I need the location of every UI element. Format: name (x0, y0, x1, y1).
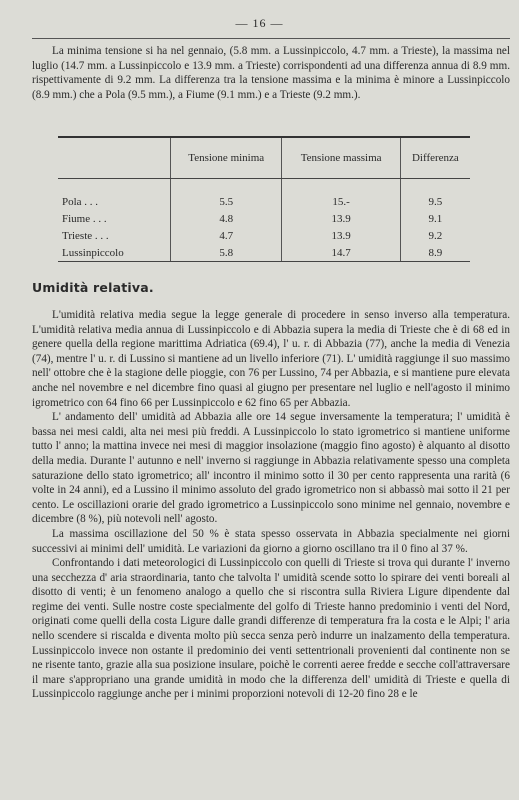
table-row (58, 193, 470, 210)
page-number: — 16 — (235, 16, 284, 30)
vapor-tension-table (58, 136, 470, 262)
row-min: 5.5 (171, 193, 282, 210)
row-diff: 8.9 (400, 244, 470, 262)
row-place: Lussinpiccolo (58, 244, 171, 262)
row-diff: 9.1 (400, 210, 470, 227)
row-diff: 9.5 (400, 193, 470, 210)
section-heading: Umidità relativa. (32, 280, 154, 295)
row-max: 13.9 (282, 227, 400, 244)
table-row (58, 244, 470, 262)
body-paragraph: L'umidità relativa media segue la legge generale di procedere in senso inverso alla temperatura. L'umidità relativa media annua di Lussinpiccolo e di Abbazia supera la media di Trieste che è di 68 ed in genere quella della regione marittima Adriatica (69.4), l' u. r. di Abbazia (77), anche la media di Venezia (74), mentre l' u. r. di Lussino si mantiene ad un livello inferiore (71). L' umidità raggiunge il suo massimo nell' ottobre che è la stagione delle pioggie, con 76 per Lussino, 74 per Abbazia, e si mantiene pure elevata anche nel novembre e nel dicembre fino quasi al giugno per presentare nel luglio e nell'agosto il minimo igrometrico con 64 fino 66 per Lussinpiccolo e 62 fino 65 per Abbazia. (32, 309, 510, 409)
row-max: 13.9 (282, 210, 400, 227)
header-max: Tensione massima (282, 137, 400, 179)
header-diff: Differenza (400, 137, 470, 179)
row-place: Pola . . . (62, 195, 99, 208)
table-spacer-row (58, 179, 470, 194)
header-place (58, 137, 171, 179)
body-paragraph: L' andamento dell' umidità ad Abbazia alle ore 14 segue inversamente la temperatura; l' umidità è bassa nei mesi caldi, alta nei mesi più freddi. A Lussinpiccolo lo stato igrometrico si mantiene uniforme tutto l' anno; la mattina invece nei mesi di maggior insolazione (maggio fino agosto) è alquanto al disotto della media. Durante l' autunno e nell' inverno si raggiunge in Abbazia relativamente spesso una completa saturazione dello stato igrometrico; all' incontro il minimo sotto il 30 per cento rappresenta una rarità (6 volte in 24 anni), ed a Lussino il minimo assoluto del grado igrometrico non si abbassò mai sotto il 21 per cento. Le oscillazioni orarie del grado igrometrico a Lussinpiccolo sono minime nel gennaio, novembre e dicembre (8 %), più notevoli nell' agosto. (32, 411, 510, 526)
body-paragraph: Confrontando i dati meteorologici di Lussinpiccolo con quelli di Trieste si trova qui durante l' inverno una secchezza d' aria straordinaria, tanto che talvolta l' umidità scende sotto lo spirare dei venti boreali al disotto di venti; è un fenomeno analogo a quello che si riscontra sulla Riviera Ligure dipendente dal regime dei venti. Sulle nostre coste specialmente del golfo di Trieste hanno predominio i venti del Nord, originati come quelli della costa Ligure dalle grandi differenze di temperatura fra la costa e le Alpi; l' aria nello scendere si riscalda e diventa molto più secca senza però indurre un inalzamento della temperatura. Lussinpiccolo invece non ostante il predominio dei venti settentrionali provenienti dal continente non se ne risente tanto, grazie alla sua posizione insulare, poichè le correnti aeree fredde e secche coll'attraversare il mare s'appropriano una grande umidità in modo che la differenza dell' umidità di Trieste e quella di Lussinpiccolo raggiunge anche per i minimi proporzioni notevoli di 12-20 fino 28 e le (32, 557, 510, 701)
row-min: 4.7 (171, 227, 282, 244)
header-rule (32, 38, 510, 39)
row-max: 14.7 (282, 244, 400, 262)
row-min: 5.8 (171, 244, 282, 262)
row-place: Fiume . . . (62, 212, 107, 225)
row-diff: 9.2 (400, 227, 470, 244)
body-paragraph: La massima oscillazione del 50 % è stata spesso osservata in Abbazia specialmente nei giorni successivi ai minimi dell' umidità. Le variazioni da giorno a giorno oscillano tra il 0 fino al 37 %. (32, 527, 510, 555)
intro-text: La minima tensione si ha nel gennaio, (5.8 mm. a Lussinpiccolo, 4.7 mm. a Trieste), la massima nel luglio (14.7 mm. a Lussinpiccolo e 13.9 mm. a Trieste) corrispondenti ad una differenza annua di 8.9 mm. rispettivamente di 9.2 mm. La differenza tra la tensione massima e la minima è minore a Lussinpiccolo (8.9 mm.) che a Pola (9.5 mm.), a Fiume (9.1 mm.) e a Trieste (9.2 mm.). (32, 45, 510, 101)
table-row (58, 227, 470, 244)
body-text (32, 308, 510, 702)
table-row (58, 210, 470, 227)
table-header-row (58, 137, 470, 179)
intro-paragraph (32, 44, 510, 102)
row-max: 15.- (282, 193, 400, 210)
row-min: 4.8 (171, 210, 282, 227)
row-place: Trieste . . . (62, 229, 109, 242)
header-min: Tensione minima (171, 137, 282, 179)
